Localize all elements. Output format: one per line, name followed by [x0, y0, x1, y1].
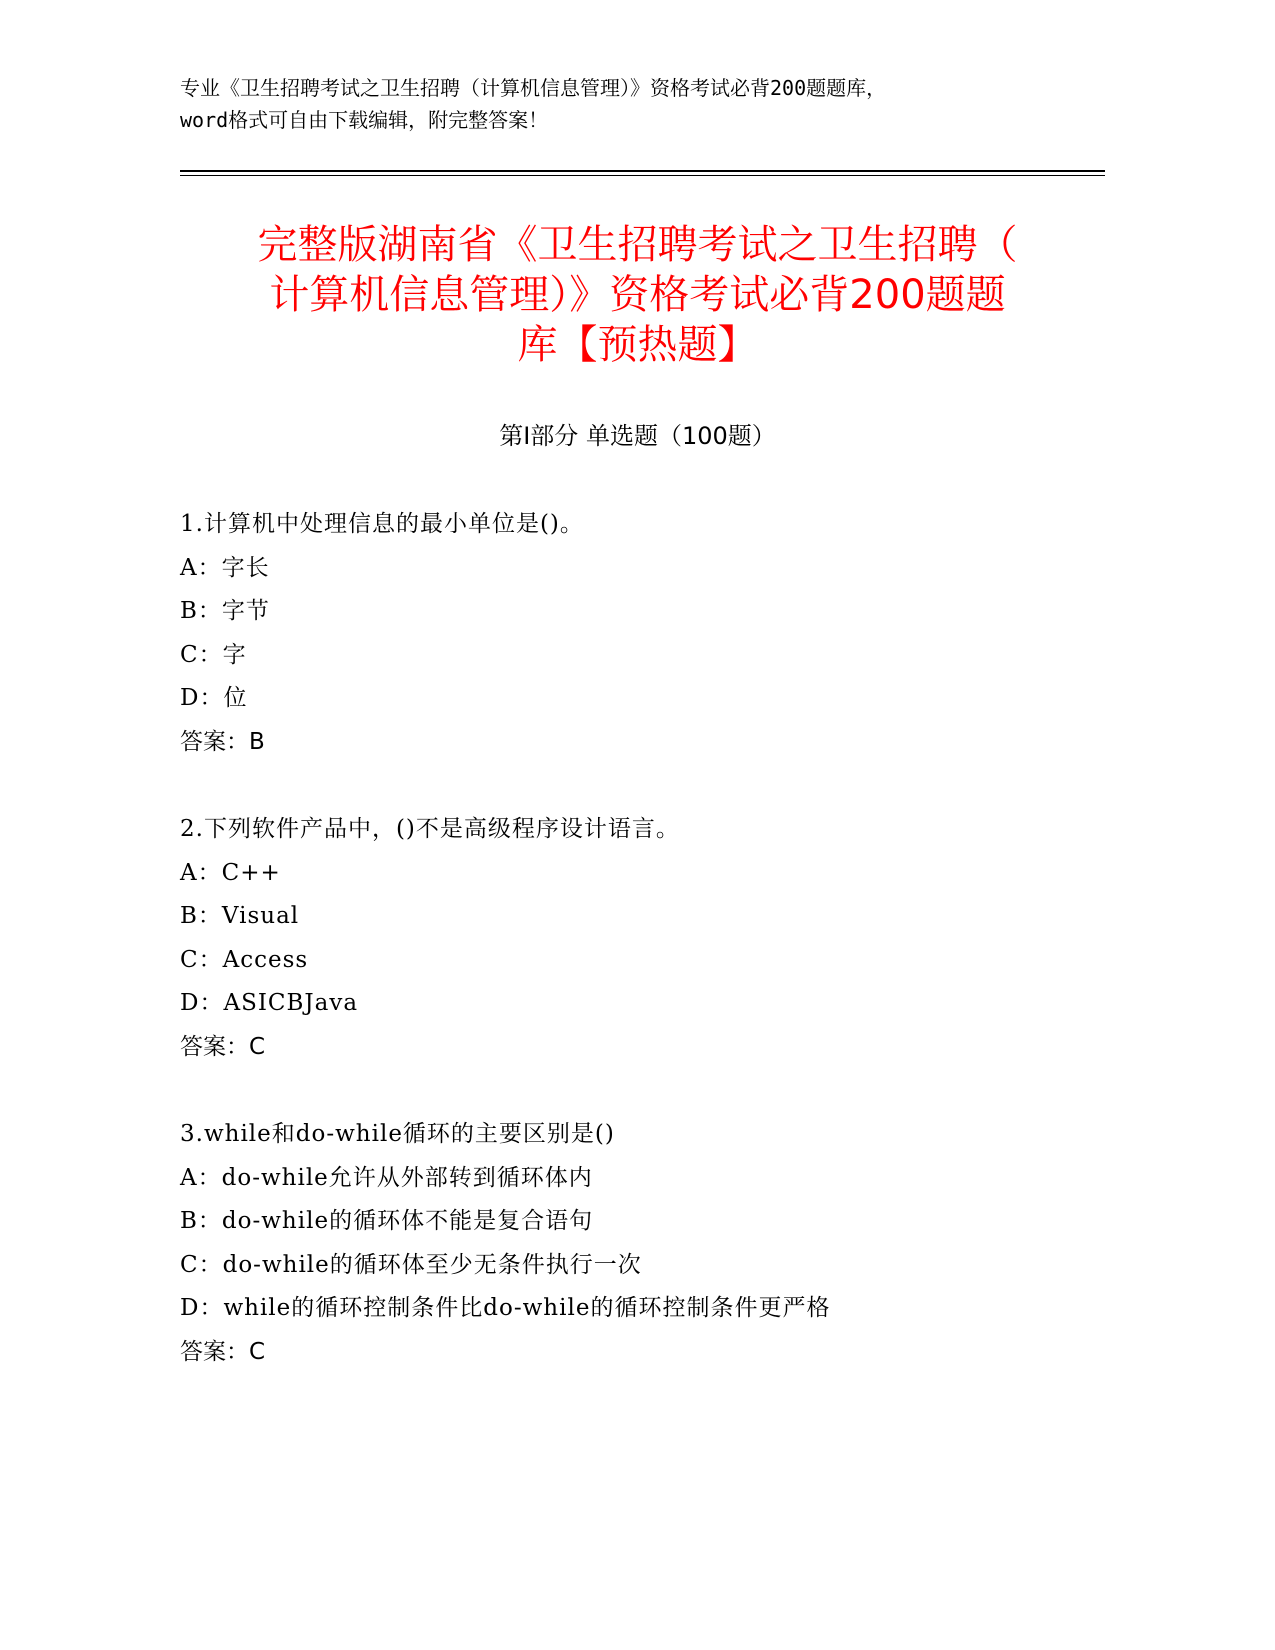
question-1 [180, 503, 1080, 764]
option-letter: C： [180, 641, 223, 668]
answer-key: 答案：C [180, 1033, 266, 1060]
option-b [180, 590, 1080, 634]
option-letter: D： [180, 990, 224, 1016]
option-letter: A： [180, 1164, 222, 1191]
header-note [180, 72, 1080, 136]
option-text: 位 [223, 685, 248, 711]
option-b [180, 895, 1080, 939]
option-text: do-while的循环体至少无条件执行一次 [222, 1251, 642, 1278]
option-c [180, 634, 1080, 678]
option-text: do-while的循环体不能是复合语句 [221, 1208, 594, 1234]
option-letter: D： [180, 685, 224, 711]
option-text: while的循环控制条件比do-while的循环控制条件更严格 [223, 1295, 831, 1321]
option-d [180, 1287, 1080, 1331]
header-note-line-2: word格式可自由下载编辑，附完整答案！ [180, 108, 549, 132]
header-note-line-1: 专业《卫生招聘考试之卫生招聘（计算机信息管理）》资格考试必背200题题库， [180, 76, 887, 100]
option-d [180, 677, 1080, 721]
question-3 [180, 1113, 1080, 1374]
option-a [180, 547, 1080, 591]
option-letter: A： [180, 554, 222, 581]
option-letter: B： [180, 598, 222, 624]
option-text: Visual [221, 903, 300, 929]
option-c [180, 939, 1080, 983]
question-2 [180, 808, 1080, 1069]
option-text: ASICBJava [223, 990, 359, 1016]
answer-key: 答案：C [180, 1338, 266, 1365]
option-letter: D： [180, 1295, 224, 1321]
document-title-line-1: 完整版湖南省《卫生招聘考试之卫生招聘（ [257, 222, 1018, 268]
option-c [180, 1244, 1080, 1288]
option-letter: A： [180, 859, 222, 886]
option-b [180, 1200, 1080, 1244]
question-stem: 3.while和do-while循环的主要区别是() [180, 1121, 615, 1147]
option-text: Access [222, 946, 309, 973]
option-text: 字 [222, 641, 247, 668]
option-letter: B： [180, 903, 222, 929]
option-letter: C： [180, 946, 223, 973]
document-title-line-2: 计算机信息管理）》资格考试必背200题题 [269, 272, 1006, 318]
header-divider-thin [180, 175, 1105, 176]
option-a [180, 852, 1080, 896]
header-divider-thick [180, 170, 1105, 172]
document-title-line-3: 库【预热题】 [517, 322, 758, 368]
option-letter: C： [180, 1251, 223, 1278]
question-stem: 2.下列软件产品中，()不是高级程序设计语言。 [180, 816, 680, 842]
option-text: C++ [221, 859, 281, 886]
option-text: do-while允许从外部转到循环体内 [221, 1164, 593, 1191]
section-heading: 第Ⅰ部分 单选题（100题） [499, 422, 776, 450]
option-text: 字节 [221, 598, 270, 624]
answer-key: 答案：B [180, 728, 265, 755]
document-title [180, 220, 1095, 370]
question-stem: 1.计算机中处理信息的最小单位是()。 [180, 511, 584, 537]
option-letter: B： [180, 1208, 222, 1234]
option-text: 字长 [221, 554, 270, 581]
option-d [180, 982, 1080, 1026]
option-a [180, 1157, 1080, 1201]
